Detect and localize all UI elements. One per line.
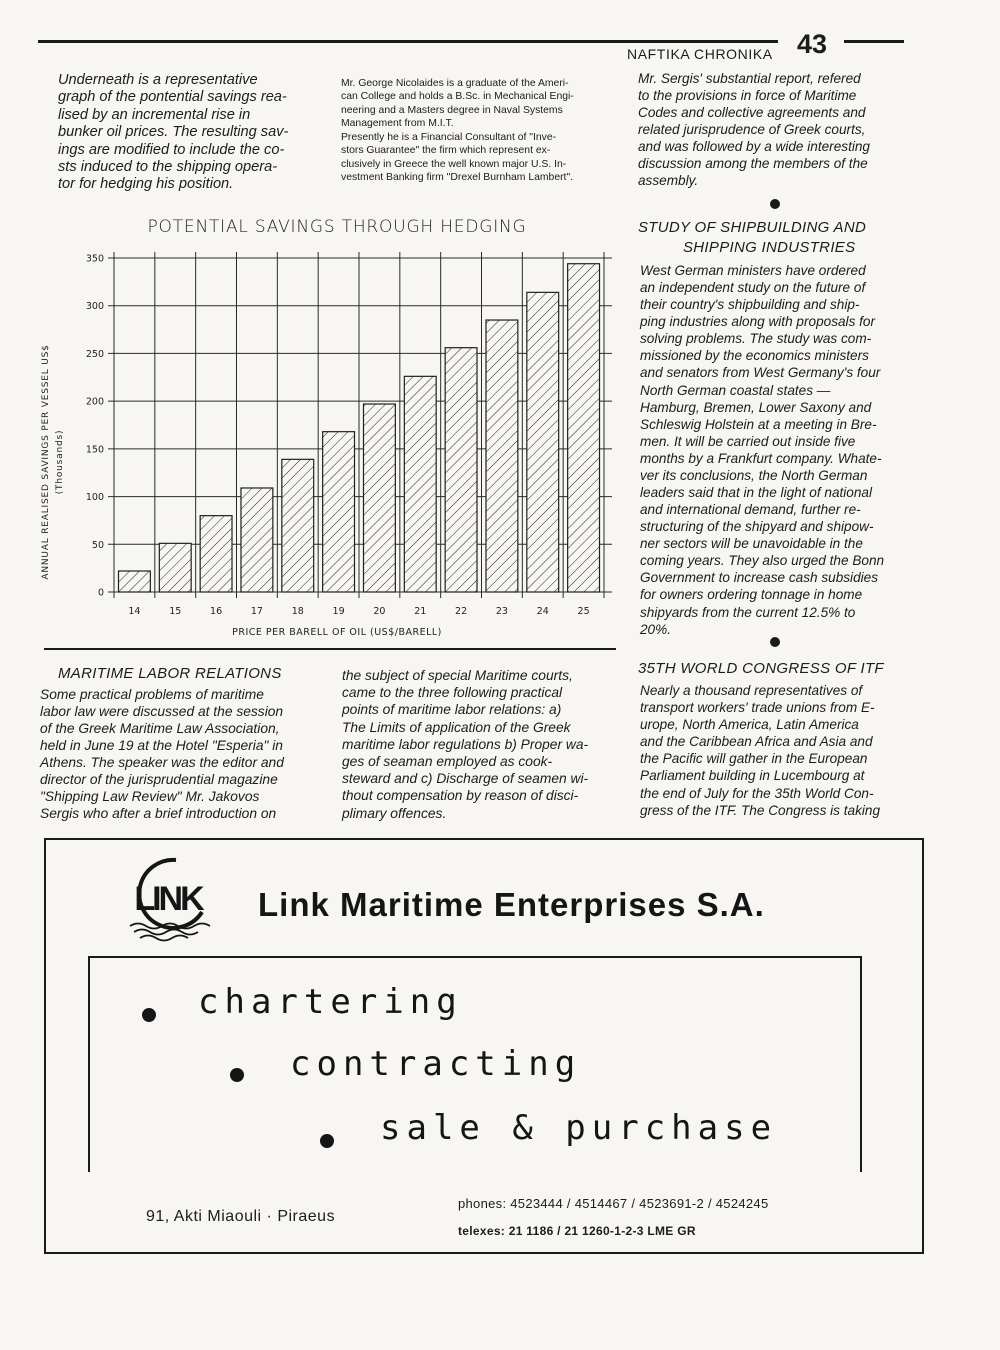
service-sale-purchase: sale & purchase bbox=[380, 1108, 778, 1148]
chart-x-axis-label: PRICE PER BARELL OF OIL (US$/BARELL) bbox=[232, 627, 442, 638]
chart-x-tick-label: 17 bbox=[250, 606, 263, 617]
chart-y-axis-label: ANNUAL REALISED SAVINGS PER VESSEL US$ bbox=[41, 344, 51, 580]
page-number: 43 bbox=[797, 29, 828, 59]
chart-separator-rule bbox=[44, 648, 616, 650]
service-chartering: chartering bbox=[198, 982, 463, 1022]
chart-bar bbox=[323, 432, 355, 592]
chart-y-tick-label: 100 bbox=[85, 492, 104, 504]
chart-y-tick-label: 150 bbox=[85, 444, 104, 456]
chart-bar bbox=[445, 348, 477, 592]
sergis-report-paragraph: Mr. Sergis' substantial report, refered to the provisions in force of Maritime Codes and collective agreements and related jurisprudence of Greek courts, and was followed by a wide interesting discussion among the members of the assembly. bbox=[638, 71, 870, 188]
chart-bar bbox=[486, 320, 518, 592]
savings-chart bbox=[30, 205, 630, 645]
service-bullet bbox=[320, 1134, 334, 1148]
chart-x-tick-label: 16 bbox=[210, 606, 223, 617]
chart-bar bbox=[568, 264, 600, 592]
chart-bar bbox=[118, 571, 150, 592]
company-telexes: telexes: 21 1186 / 21 1260-1-2-3 LME GR bbox=[458, 1224, 696, 1238]
author-bio-paragraph-2: Presently he is a Financial Consultant of "Inve- stors Guarantee" the firm which represent ex- clusively in Greece the well known major U.S. In- vestment Banking firm "Drexel Burnham Lambert". bbox=[341, 132, 574, 183]
chart-y-tick-label: 350 bbox=[85, 253, 104, 265]
company-address: 91, Akti Miaouli · Piraeus bbox=[146, 1208, 336, 1225]
chart-x-tick-label: 24 bbox=[536, 606, 549, 617]
chart-x-tick-label: 21 bbox=[414, 606, 427, 617]
company-phones: phones: 4523444 / 4514467 / 4523691-2 / 4524245 bbox=[458, 1196, 769, 1211]
header-rule-right bbox=[844, 40, 904, 43]
chart-bar bbox=[363, 404, 395, 592]
chart-y-tick-label: 50 bbox=[91, 539, 104, 551]
section-separator-dot bbox=[770, 199, 780, 209]
shipbuilding-title-line-1: STUDY OF SHIPBUILDING AND bbox=[638, 219, 867, 236]
chart-bar bbox=[200, 516, 232, 592]
header-rule-left bbox=[38, 40, 778, 43]
section-separator-dot bbox=[770, 637, 780, 647]
chart-x-tick-labels bbox=[128, 606, 589, 617]
company-name: Link Maritime Enterprises S.A. bbox=[258, 886, 765, 923]
magazine-name: NAFTIKA CHRONIKA bbox=[627, 46, 773, 62]
chart-x-tick-label: 23 bbox=[495, 606, 508, 617]
maritime-labor-col-2: the subject of special Maritime courts, came to the three following practical points of maritime labor relations: a) The Limits of application of the Greek maritime labor regulations b) Proper wa- ges of seaman employed as cook- steward and c) Discharge of seamen wi- thout compensation by reason of disci- plimary offences. bbox=[342, 668, 589, 821]
maritime-labor-title: MARITIME LABOR RELATIONS bbox=[58, 665, 282, 682]
shipbuilding-title-line-2: SHIPPING INDUSTRIES bbox=[683, 239, 856, 256]
chart-bar bbox=[527, 292, 559, 592]
link-logo bbox=[118, 852, 218, 942]
chart-y-axis-unit: (Thousands) bbox=[55, 429, 65, 495]
itf-title: 35TH WORLD CONGRESS OF ITF bbox=[638, 660, 884, 677]
intro-paragraph: Underneath is a representative graph of the pontential savings rea- lised by an incremental rise in bunker oil prices. The resulting sav- ings are modified to include the co- sts induced to the shipping opera- tor for hedging his position. bbox=[58, 72, 289, 193]
chart-x-tick-label: 20 bbox=[373, 606, 386, 617]
chart-bar bbox=[241, 488, 273, 592]
chart-x-tick-label: 25 bbox=[577, 606, 590, 617]
chart-x-tick-label: 19 bbox=[332, 606, 345, 617]
chart-y-tick-labels bbox=[86, 254, 104, 599]
chart-bar bbox=[159, 543, 191, 592]
maritime-labor-col-1: Some practical problems of maritime labor law were discussed at the session of the Greek Maritime Law Association, held in June 19 at the Hotel "Esperia" in Athens. The speaker was the editor and director of the jurisprudential magazine "Shipping Law Review" Mr. Jakovos Sergis who after a brief introduction on bbox=[40, 687, 284, 821]
shipbuilding-paragraph: West German ministers have ordered an independent study on the future of their country's shipbuilding and ship- ping industries along with proposals for solving problems. The study was com- missioned by the economics ministers and senators from West Germany's four North German coastal states — Hamburg, Bremen, Lower Saxony and Schleswig Holstein at a meeting in Bre- men. It will be carried out inside five months by a Frankfurt company. Whate- ver its conclusions, the North German leaders said that in the light of national and international demand, further re- structuring of the shipyard and shipow- ner sectors will be unavoidable in the coming years. They also urged the Bonn Government to increase cash subsidies for owners ordering tonnage in home shipyards from the current 12.5% to 20%. bbox=[640, 263, 885, 637]
chart-bar bbox=[282, 459, 314, 592]
service-contracting: contracting bbox=[290, 1044, 582, 1084]
chart-x-tick-label: 22 bbox=[455, 606, 468, 617]
itf-paragraph: Nearly a thousand representatives of transport workers' trade unions from E- urope, North America, Latin America and the Caribbean Africa and Asia and the Pacific will gather in the European Parliament building in Lucembourg at the end of July for the 35th World Con- gress of the ITF. The Congress is taking bbox=[640, 683, 881, 818]
link-logo-text: LINK bbox=[134, 880, 202, 918]
chart-y-tick-label: 300 bbox=[85, 301, 104, 313]
service-bullet bbox=[142, 1008, 156, 1022]
chart-bar bbox=[404, 376, 436, 592]
service-bullet bbox=[230, 1068, 244, 1082]
chart-x-tick-label: 15 bbox=[169, 606, 182, 617]
chart-y-tick-label: 250 bbox=[85, 348, 104, 360]
chart-y-tick-label: 200 bbox=[85, 396, 104, 408]
chart-y-tick-label: 0 bbox=[97, 587, 104, 599]
author-bio-paragraph-1: Mr. George Nicolaides is a graduate of the Ameri- can College and holds a B.Sc. in Mechanical Engi- neering and a Masters degree in Naval Systems Management from M.I.T. bbox=[341, 78, 574, 129]
chart-title: POTENTIAL SAVINGS THROUGH HEDGING bbox=[147, 217, 527, 237]
chart-x-tick-label: 18 bbox=[291, 606, 304, 617]
chart-x-tick-label: 14 bbox=[128, 606, 141, 617]
